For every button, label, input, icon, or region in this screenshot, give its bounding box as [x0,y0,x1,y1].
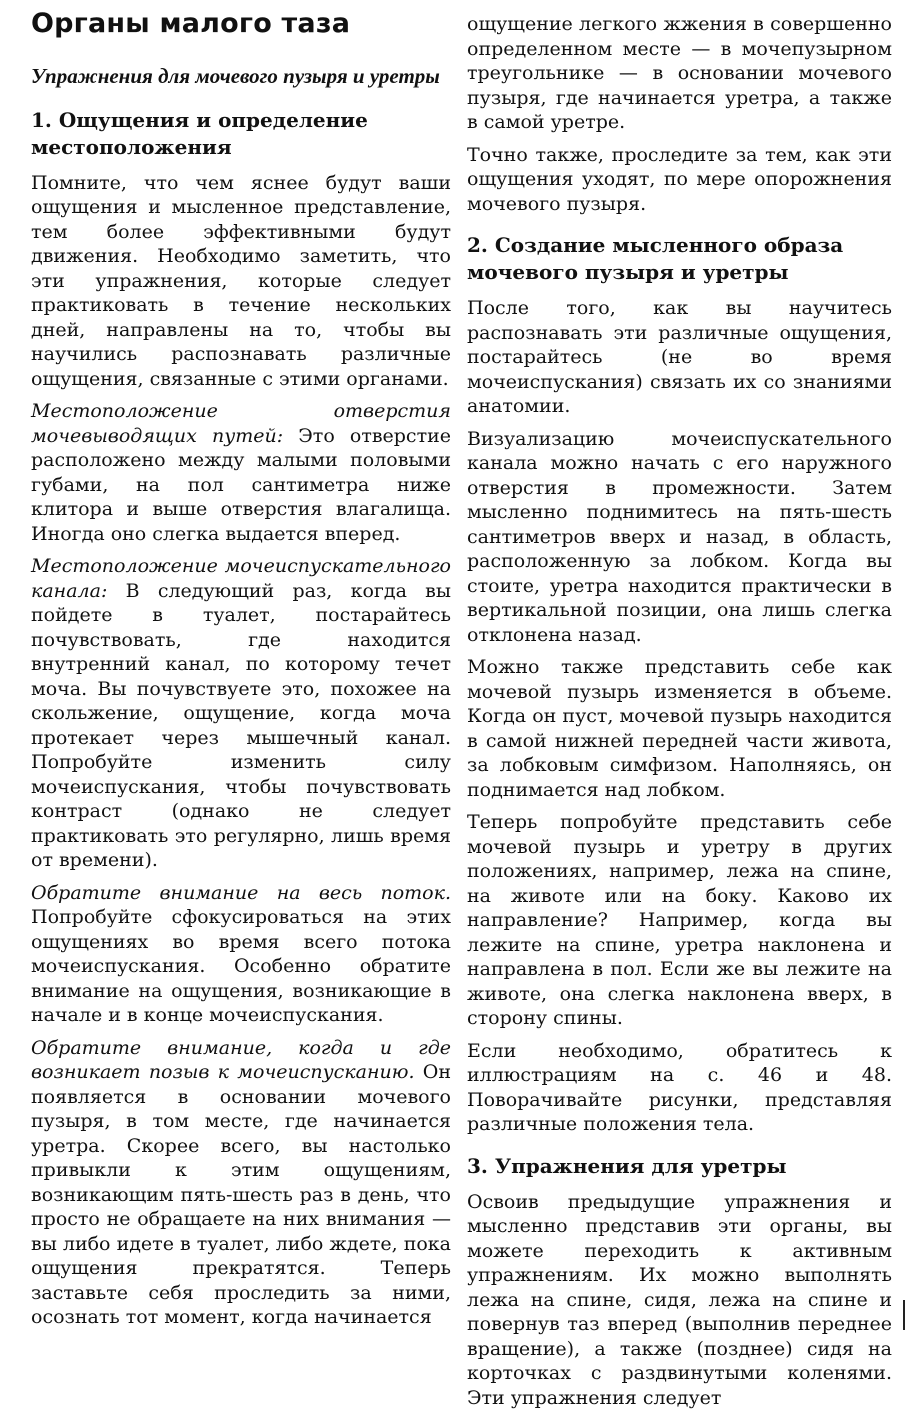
paragraph-anatomy-link: После того, как вы научитесь распознавать эти различные ощущения, постарайтесь (не во время мочеиспускания) связать их со знаниями анатомии. [467,297,892,417]
paragraph-urge [31,1036,451,1330]
paragraph-whole-stream [31,881,451,1028]
paragraph-urethra-exercises: Освоив предыдущие упражнения и мысленно представив эти органы, вы можете переходить к активным упражнениям. Их можно выполнять лежа на спине, сидя, лежа на спине и повернув таз вперед (выполнив переднее вращение), а также (позднее) сидя на корточках с раздвинутыми коленями. Эти упражнения следует [467,1190,892,1409]
paragraph-lead: Местоположение мочеиспускательного канала: [31,555,451,602]
heading-section-1: 1. Ощущения и определение местоположения [31,107,368,159]
paragraph-lead: Местоположение отверстия мочевыводящих путей: [31,400,451,447]
paragraph-illustrations: Если необходимо, обратитесь к иллюстрациям на с. 46 и 48. Поворачивайте рисунки, представляя различные положения тела. [467,1039,892,1135]
paragraph-body: В следующий раз, когда вы пойдете в туалет, постарайтесь почувствовать, где находится внутренний канал, по которому течет моча. Вы почувствуете это, похожее на скольжение, ощущение, когда моча протекает через мышечный канал. Попробуйте изменить силу мочеиспускания, чтобы почувствовать контраст (однако не следует практиковать это регулярно, лишь время от времени). [31,579,451,871]
paragraph-other-positions: Теперь попробуйте представить себе мочевой пузырь и уретру в других положениях, например, лежа на спине, на животе или на боку. Каково их направление? Например, когда вы лежите на спине, уретра наклонена и направлена в пол. Если же вы лежите на животе, она слегка наклонена вверх, в сторону спины. [467,811,892,1029]
paragraph-lead: Обратите внимание, когда и где возникает позыв к мочеиспусканию. [31,1036,451,1083]
paragraph-opening-location [31,399,451,546]
page-title: Органы малого таза [31,8,351,39]
paragraph-emptying: Точно также, проследите за тем, как эти ощущения уходят, по мере опорожнения мочевого пузыря. [467,143,892,215]
heading-section-2: 2. Создание мысленного образа мочевого пузыря и уретры [467,233,844,284]
heading-section-3: 3. Упражнения для уретры [467,1153,787,1178]
paragraph-body: Это отверстие расположено между малыми половыми губами, на пол сантиметра ниже клитора и выше отверстия влагалища. Иногда оно слегка выдается вперед. [31,424,451,545]
paragraph-canal-location [31,554,451,873]
section-subtitle: Упражнения для мочевого пузыря и уретры [31,63,440,88]
paragraph-bladder-volume: Можно также представить себе как мочевой пузырь изменяется в объеме. Когда он пуст, мочевой пузырь находится в самой нижней передней части живота, за лобковым симфизом. Наполняясь, он поднимается над лобком. [467,656,892,801]
left-column [31,0,451,1338]
right-column [467,12,892,1418]
paragraph-burning-sensation: ощущение легкого жжения в совершенно определенном месте — в мочепузырном треугольнике — в основании мочевого пузыря, где начинается уретра, а также в самой уретре. [467,13,892,133]
paragraph-body: Попробуйте сфокусироваться на этих ощущениях во время всего потока мочеиспускания. Особенно обратите внимание на ощущения, возникающие в начале и в конце мочеиспускания. [31,906,451,1026]
paragraph-lead: Обратите внимание на весь поток. [31,881,451,904]
page-edge-mark [903,1300,905,1330]
paragraph-body: Он появляется в основании мочевого пузыря, в том месте, где начинается уретра. Скорее всего, вы настолько привыкли к этим ощущениям, возникающим пять-шесть раз в день, что просто не обращаете на них внимания — вы либо идете в туалет, либо ждете, пока ощущения прекратятся. Теперь заставьте себя проследить за ними, осознать тот момент, когда начинается [31,1061,452,1328]
paragraph-visualize-canal: Визуализацию мочеиспускательного канала можно начать с его наружного отверстия в промежности. Затем мысленно поднимитесь на пять-шесть сантиметров вверх и назад, в область, расположенную за лобком. Когда вы стоите, уретра находится практически в вертикальной позиции, она лишь слегка отклонена назад. [467,427,892,646]
paragraph-intro: Помните, что чем яснее будут ваши ощущения и мысленное представление, тем более эффективными будут движения. Необходимо заметить, что эти упражнения, которые следует практиковать в течение нескольких дней, направлены на то, чтобы вы научились распознавать различные ощущения, связанные с этими органами. [31,171,451,390]
